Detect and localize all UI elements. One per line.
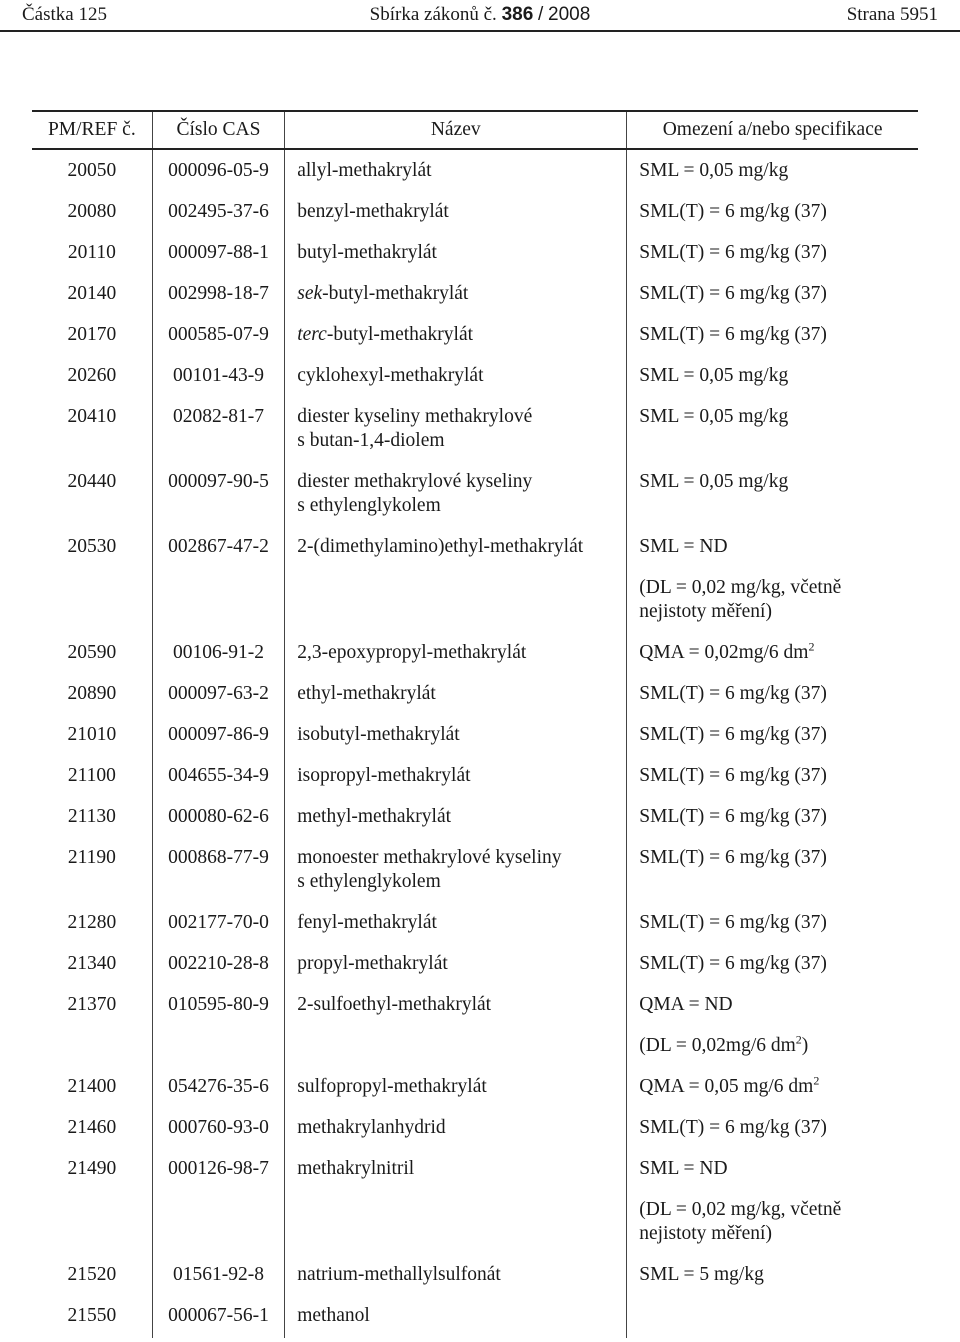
issue-part: Částka 125 bbox=[22, 4, 107, 25]
cell-text: 21550 bbox=[67, 1305, 117, 1326]
table-row bbox=[32, 798, 918, 839]
cell-text: 21130 bbox=[67, 806, 116, 827]
restriction-text-line2: nejistoty měření) bbox=[639, 1223, 772, 1244]
restriction-text: SML = 5 mg/kg bbox=[639, 1264, 764, 1285]
cell-restriction bbox=[627, 757, 918, 798]
name-text: methakrylnitril bbox=[297, 1158, 415, 1179]
cell-ref bbox=[32, 1068, 152, 1109]
cell-restriction bbox=[627, 1150, 918, 1191]
restriction-text: SML = 0,05 mg/kg bbox=[639, 471, 789, 492]
cell-cas bbox=[152, 1150, 285, 1191]
table-row bbox=[32, 316, 918, 357]
cell-cas bbox=[152, 839, 285, 904]
cell-text: 20590 bbox=[67, 642, 117, 663]
cell-restriction bbox=[627, 675, 918, 716]
restriction-superscript: 2 bbox=[813, 1073, 820, 1088]
cell-ref bbox=[32, 149, 152, 193]
cell-text: 000760-93-0 bbox=[168, 1117, 269, 1138]
cell-text: 21370 bbox=[67, 994, 117, 1015]
cell-restriction bbox=[627, 945, 918, 986]
cell-name bbox=[285, 986, 627, 1027]
table-row bbox=[32, 757, 918, 798]
cell-text: 20440 bbox=[67, 471, 117, 492]
cell-text bbox=[153, 1027, 285, 1044]
cell-text: 002867-47-2 bbox=[168, 536, 269, 557]
cell-text: 20110 bbox=[67, 242, 116, 263]
law-separator: / bbox=[538, 4, 544, 25]
cell-name bbox=[285, 234, 627, 275]
cell-text: 000067-56-1 bbox=[168, 1305, 269, 1326]
name-text: methyl-methakrylát bbox=[297, 806, 452, 827]
name-text: methakrylanhydrid bbox=[297, 1117, 446, 1138]
cell-cas bbox=[152, 234, 285, 275]
cell-text bbox=[32, 569, 152, 586]
cell-cas bbox=[152, 757, 285, 798]
cell-text: 21100 bbox=[67, 765, 116, 786]
table-row bbox=[32, 528, 918, 569]
cell-restriction bbox=[627, 193, 918, 234]
table-row bbox=[32, 275, 918, 316]
restriction-text: SML(T) = 6 mg/kg (37) bbox=[639, 724, 827, 745]
cell-ref bbox=[32, 316, 152, 357]
cell-text: 20890 bbox=[67, 683, 117, 704]
cell-name bbox=[285, 1109, 627, 1150]
table-row bbox=[32, 1256, 918, 1297]
cell-ref bbox=[32, 839, 152, 904]
cell-text: 000097-86-9 bbox=[168, 724, 269, 745]
cell-ref bbox=[32, 986, 152, 1027]
cell-text: 000126-98-7 bbox=[168, 1158, 269, 1179]
restriction-tail: ) bbox=[801, 1035, 809, 1056]
restriction-text: QMA = 0,02mg/6 dm bbox=[639, 642, 809, 663]
table-row bbox=[32, 839, 918, 904]
cell-text: 000097-88-1 bbox=[168, 242, 269, 263]
cell-name bbox=[285, 798, 627, 839]
restriction-text: SML = ND bbox=[639, 1158, 728, 1179]
name-text: allyl-methakrylát bbox=[297, 160, 432, 181]
name-text: fenyl-methakrylát bbox=[297, 912, 437, 933]
cell-text bbox=[153, 1191, 285, 1208]
cell-name bbox=[285, 1068, 627, 1109]
cell-name bbox=[285, 1256, 627, 1297]
name-text: benzyl-methakrylát bbox=[297, 201, 449, 222]
cell-text: 002210-28-8 bbox=[168, 953, 269, 974]
name-text: 2-(dimethylamino)ethyl-methakrylát bbox=[297, 536, 584, 557]
cell-cas bbox=[152, 904, 285, 945]
cell-cas bbox=[152, 193, 285, 234]
cell-text: 20530 bbox=[67, 536, 117, 557]
cell-restriction bbox=[627, 528, 918, 569]
law-number: 386 bbox=[501, 4, 534, 25]
cell-restriction bbox=[627, 1068, 918, 1109]
table-row bbox=[32, 234, 918, 275]
name-text: natrium-methallylsulfonát bbox=[297, 1264, 501, 1285]
cell-name bbox=[285, 528, 627, 569]
table-row bbox=[32, 1150, 918, 1191]
table-row bbox=[32, 945, 918, 986]
cell-cas bbox=[152, 357, 285, 398]
cell-name bbox=[285, 1027, 627, 1068]
cell-text: 002998-18-7 bbox=[168, 283, 269, 304]
cell-ref bbox=[32, 1256, 152, 1297]
cell-cas bbox=[152, 398, 285, 463]
cell-restriction bbox=[627, 234, 918, 275]
table-row bbox=[32, 634, 918, 675]
cell-cas bbox=[152, 1191, 285, 1256]
collection-reference bbox=[0, 4, 960, 26]
cell-text: 21460 bbox=[67, 1117, 117, 1138]
cell-cas bbox=[152, 316, 285, 357]
cell-name bbox=[285, 716, 627, 757]
cell-ref bbox=[32, 904, 152, 945]
cell-ref bbox=[32, 716, 152, 757]
cell-ref bbox=[32, 1191, 152, 1256]
name-text: -butyl-methakrylát bbox=[322, 283, 469, 304]
table-header-row bbox=[32, 111, 918, 149]
cell-text: 21340 bbox=[67, 953, 117, 974]
name-text-line2: s butan-1,4-diolem bbox=[297, 430, 445, 451]
name-text: cyklohexyl-methakrylát bbox=[297, 365, 484, 386]
table-row bbox=[32, 716, 918, 757]
cell-ref bbox=[32, 1297, 152, 1338]
table-row bbox=[32, 904, 918, 945]
cell-ref bbox=[32, 945, 152, 986]
cell-name bbox=[285, 193, 627, 234]
cell-cas bbox=[152, 798, 285, 839]
restriction-text: SML = 0,05 mg/kg bbox=[639, 365, 789, 386]
cell-text bbox=[153, 569, 285, 586]
cell-restriction bbox=[627, 986, 918, 1027]
cell-restriction bbox=[627, 149, 918, 193]
name-text: isopropyl-methakrylát bbox=[297, 765, 471, 786]
cell-name bbox=[285, 945, 627, 986]
collection-prefix: Sbírka zákonů č. bbox=[369, 4, 497, 25]
cell-name bbox=[285, 398, 627, 463]
page-number: Strana 5951 bbox=[846, 4, 938, 25]
cell-text: 21490 bbox=[67, 1158, 117, 1179]
cell-ref bbox=[32, 357, 152, 398]
cell-cas bbox=[152, 1256, 285, 1297]
restriction-text: SML(T) = 6 mg/kg (37) bbox=[639, 283, 827, 304]
cell-text: 002495-37-6 bbox=[168, 201, 269, 222]
cell-restriction bbox=[627, 569, 918, 634]
cell-name bbox=[285, 569, 627, 634]
restriction-text: (DL = 0,02mg/6 dm bbox=[639, 1035, 796, 1056]
cell-text: 21280 bbox=[67, 912, 117, 933]
cell-cas bbox=[152, 634, 285, 675]
table-row bbox=[32, 1027, 918, 1068]
cell-ref bbox=[32, 528, 152, 569]
cell-name bbox=[285, 1191, 627, 1256]
table-row bbox=[32, 149, 918, 193]
cell-text: 004655-34-9 bbox=[168, 765, 269, 786]
cell-cas bbox=[152, 1297, 285, 1338]
cell-ref bbox=[32, 1027, 152, 1068]
cell-ref bbox=[32, 275, 152, 316]
law-year: 2008 bbox=[548, 4, 591, 25]
restriction-text: QMA = 0,05 mg/6 dm bbox=[639, 1076, 814, 1097]
cell-name bbox=[285, 463, 627, 528]
cell-text: 20050 bbox=[67, 160, 117, 181]
restriction-text: (DL = 0,02 mg/kg, včetně bbox=[639, 577, 842, 598]
cell-name bbox=[285, 316, 627, 357]
substance-table bbox=[32, 110, 918, 1338]
cell-text: 02082-81-7 bbox=[172, 406, 264, 427]
cell-text: 000868-77-9 bbox=[168, 847, 269, 868]
cell-restriction bbox=[627, 634, 918, 675]
restriction-text: (DL = 0,02 mg/kg, včetně bbox=[639, 1199, 842, 1220]
cell-restriction bbox=[627, 463, 918, 528]
cell-ref bbox=[32, 798, 152, 839]
cell-cas bbox=[152, 528, 285, 569]
cell-cas bbox=[152, 569, 285, 634]
restriction-text: QMA = ND bbox=[639, 994, 733, 1015]
cell-text: 000097-90-5 bbox=[168, 471, 269, 492]
restriction-text-line2: nejistoty měření) bbox=[639, 601, 772, 622]
cell-text: 054276-35-6 bbox=[168, 1076, 269, 1097]
cell-ref bbox=[32, 675, 152, 716]
cell-text: 21400 bbox=[67, 1076, 117, 1097]
cell-text: 20260 bbox=[67, 365, 117, 386]
cell-text: 000097-63-2 bbox=[168, 683, 269, 704]
name-text: -butyl-methakrylát bbox=[326, 324, 474, 345]
cell-cas bbox=[152, 1109, 285, 1150]
table-row bbox=[32, 463, 918, 528]
header-cas: Číslo CAS bbox=[152, 111, 285, 149]
name-text: 2,3-epoxypropyl-methakrylát bbox=[297, 642, 527, 663]
cell-cas bbox=[152, 275, 285, 316]
cell-text: 01561-92-8 bbox=[172, 1264, 264, 1285]
name-text: ethyl-methakrylát bbox=[297, 683, 436, 704]
cell-restriction bbox=[627, 798, 918, 839]
cell-name bbox=[285, 357, 627, 398]
cell-cas bbox=[152, 675, 285, 716]
cell-name bbox=[285, 275, 627, 316]
name-text: propyl-methakrylát bbox=[297, 953, 448, 974]
cell-cas bbox=[152, 463, 285, 528]
cell-text: 00101-43-9 bbox=[172, 365, 264, 386]
cell-ref bbox=[32, 463, 152, 528]
cell-cas bbox=[152, 1027, 285, 1068]
name-text: butyl-methakrylát bbox=[297, 242, 437, 263]
header-restriction: Omezení a/nebo specifikace bbox=[627, 111, 918, 149]
name-text: sulfopropyl-methakrylát bbox=[297, 1076, 487, 1097]
cell-restriction bbox=[627, 1256, 918, 1297]
cell-text: 21190 bbox=[67, 847, 116, 868]
restriction-text: SML(T) = 6 mg/kg (37) bbox=[639, 953, 827, 974]
cell-name bbox=[285, 904, 627, 945]
table-row bbox=[32, 1109, 918, 1150]
cell-restriction bbox=[627, 904, 918, 945]
table-row bbox=[32, 357, 918, 398]
cell-restriction bbox=[627, 1297, 918, 1338]
restriction-superscript: 2 bbox=[795, 1032, 802, 1047]
cell-restriction bbox=[627, 1191, 918, 1256]
cell-text: 20170 bbox=[67, 324, 117, 345]
cell-cas bbox=[152, 986, 285, 1027]
header-ref: PM/REF č. bbox=[32, 111, 152, 149]
name-text-line2: s ethylenglykolem bbox=[297, 495, 441, 516]
cell-text: 00106-91-2 bbox=[172, 642, 264, 663]
name-prefix: terc bbox=[297, 324, 327, 345]
table-row bbox=[32, 398, 918, 463]
cell-text: 21520 bbox=[67, 1264, 117, 1285]
cell-restriction bbox=[627, 1109, 918, 1150]
cell-ref bbox=[32, 193, 152, 234]
cell-name bbox=[285, 757, 627, 798]
cell-text bbox=[32, 1027, 152, 1044]
restriction-text: SML(T) = 6 mg/kg (37) bbox=[639, 806, 827, 827]
cell-restriction bbox=[627, 398, 918, 463]
cell-text: 21010 bbox=[67, 724, 117, 745]
name-prefix: sek bbox=[297, 283, 323, 304]
cell-cas bbox=[152, 716, 285, 757]
cell-text: 20080 bbox=[67, 201, 117, 222]
name-text: methanol bbox=[297, 1305, 370, 1326]
cell-ref bbox=[32, 634, 152, 675]
table-row bbox=[32, 569, 918, 634]
cell-text: 000585-07-9 bbox=[168, 324, 269, 345]
cell-restriction bbox=[627, 316, 918, 357]
cell-text: 20410 bbox=[67, 406, 117, 427]
name-text: 2-sulfoethyl-methakrylát bbox=[297, 994, 492, 1015]
restriction-text: SML(T) = 6 mg/kg (37) bbox=[639, 242, 827, 263]
cell-name bbox=[285, 1150, 627, 1191]
cell-name bbox=[285, 1297, 627, 1338]
restriction-text: SML(T) = 6 mg/kg (37) bbox=[639, 201, 827, 222]
table-row bbox=[32, 675, 918, 716]
cell-name bbox=[285, 675, 627, 716]
name-text: isobutyl-methakrylát bbox=[297, 724, 460, 745]
cell-text: 000080-62-6 bbox=[168, 806, 269, 827]
cell-ref bbox=[32, 1150, 152, 1191]
name-text: diester kyseliny methakrylové bbox=[297, 406, 533, 427]
restriction-superscript: 2 bbox=[808, 639, 815, 654]
restriction-text: SML(T) = 6 mg/kg (37) bbox=[639, 1117, 827, 1138]
restriction-text: SML(T) = 6 mg/kg (37) bbox=[639, 324, 827, 345]
table-row bbox=[32, 193, 918, 234]
table-row bbox=[32, 1191, 918, 1256]
restriction-text: SML = 0,05 mg/kg bbox=[639, 160, 789, 181]
cell-restriction bbox=[627, 275, 918, 316]
cell-restriction bbox=[627, 1027, 918, 1068]
name-text: diester methakrylové kyseliny bbox=[297, 471, 533, 492]
cell-cas bbox=[152, 149, 285, 193]
cell-ref bbox=[32, 234, 152, 275]
restriction-text: SML(T) = 6 mg/kg (37) bbox=[639, 847, 827, 868]
cell-text: 010595-80-9 bbox=[168, 994, 269, 1015]
restriction-text: SML = ND bbox=[639, 536, 728, 557]
cell-restriction bbox=[627, 716, 918, 757]
name-text-line2: s ethylenglykolem bbox=[297, 871, 441, 892]
header-name: Název bbox=[285, 111, 627, 149]
cell-cas bbox=[152, 945, 285, 986]
cell-restriction bbox=[627, 839, 918, 904]
cell-text: 002177-70-0 bbox=[168, 912, 269, 933]
cell-ref bbox=[32, 757, 152, 798]
page-header bbox=[0, 0, 960, 32]
cell-text: 20140 bbox=[67, 283, 117, 304]
restriction-text: SML(T) = 6 mg/kg (37) bbox=[639, 912, 827, 933]
restriction-text: SML(T) = 6 mg/kg (37) bbox=[639, 683, 827, 704]
table-row bbox=[32, 1297, 918, 1338]
cell-ref bbox=[32, 569, 152, 634]
table-row bbox=[32, 1068, 918, 1109]
cell-name bbox=[285, 149, 627, 193]
table-body bbox=[32, 149, 918, 1338]
cell-restriction bbox=[627, 357, 918, 398]
cell-text bbox=[32, 1191, 152, 1208]
cell-text: 000096-05-9 bbox=[168, 160, 269, 181]
cell-ref bbox=[32, 1109, 152, 1150]
cell-ref bbox=[32, 398, 152, 463]
cell-name bbox=[285, 634, 627, 675]
cell-cas bbox=[152, 1068, 285, 1109]
table-row bbox=[32, 986, 918, 1027]
name-text: monoester methakrylové kyseliny bbox=[297, 847, 562, 868]
cell-name bbox=[285, 839, 627, 904]
restriction-text: SML(T) = 6 mg/kg (37) bbox=[639, 765, 827, 786]
restriction-text: SML = 0,05 mg/kg bbox=[639, 406, 789, 427]
